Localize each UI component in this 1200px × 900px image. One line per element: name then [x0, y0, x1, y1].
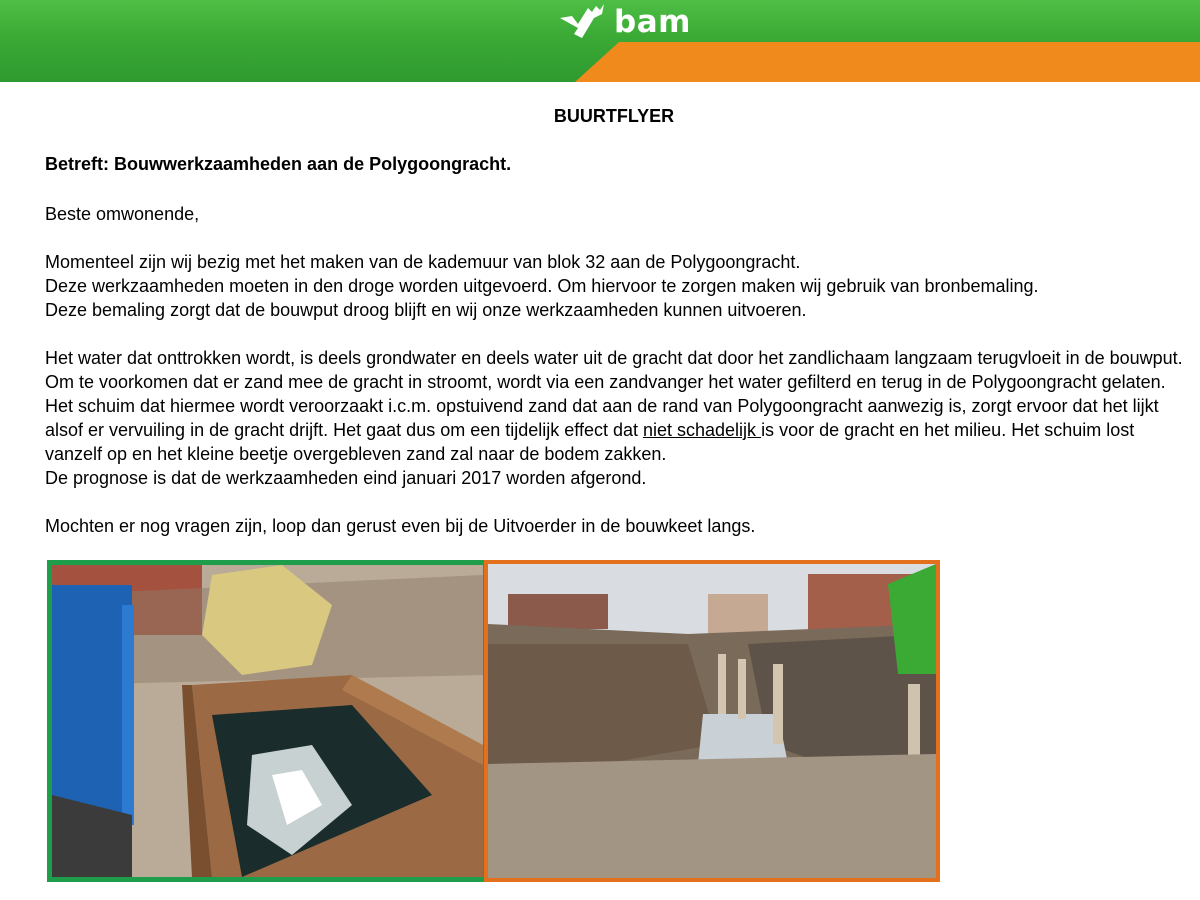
para2-text-after: is voor de gracht en het milieu. Het schuim lost vanzelf op en het kleine beetje overgebleven zand zal naar de bodem zakken.	[45, 420, 1135, 464]
para1-line1: Momenteel zijn wij bezig met het maken van de kademuur van blok 32 aan de Polygoongracht.	[45, 252, 801, 272]
closing: Mochten er nog vragen zijn, loop dan gerust even bij de Uitvoerder in de bouwkeet langs.	[45, 516, 756, 536]
para2-underlined: niet schadelijk	[642, 420, 762, 440]
subject-line: Betreft: Bouwwerkzaamheden aan de Polygoongracht.	[45, 154, 512, 174]
photo-sand-trap	[47, 560, 488, 882]
bam-bird-icon	[558, 4, 608, 40]
greeting: Beste omwonende,	[45, 204, 200, 224]
letter-body	[45, 202, 1185, 538]
prognosis: De prognose is dat de werkzaamheden eind januari 2017 worden afgerond.	[45, 468, 647, 488]
photo-construction-pit	[484, 560, 940, 882]
para1-line2: Deze werkzaamheden moeten in den droge worden uitgevoerd. Om hiervoor te zorgen maken wij gebruik van bronbemaling.	[45, 276, 1039, 296]
document-title: BUURTFLYER	[553, 106, 675, 126]
para1-line3: Deze bemaling zorgt dat de bouwput droog blijft en wij onze werkzaamheden kunnen uitvoeren.	[45, 300, 807, 320]
bam-logo	[558, 2, 691, 42]
header-banner	[0, 0, 1200, 82]
logo-text: bam	[614, 4, 691, 40]
para2-text-before: Het water dat onttrokken wordt, is deels grondwater en deels water uit de gracht dat door het zandlichaam langzaam terugvloeit in de bouwput. Om te voorkomen dat er zand mee de gracht in stroomt, wordt via een zandvanger het water gefilterd en terug in de Polygoongracht gelaten. Het schuim dat hiermee wordt veroorzaakt i.c.m. opstuivend zand dat aan de rand van Polygoongracht aanwezig is, zorgt ervoor dat het lijkt alsof er vervuiling in de gracht drijft. Het gaat dus om een tijdelijk effect dat	[45, 348, 1183, 440]
para2	[45, 346, 1185, 466]
banner-orange-stripe	[575, 42, 1200, 82]
